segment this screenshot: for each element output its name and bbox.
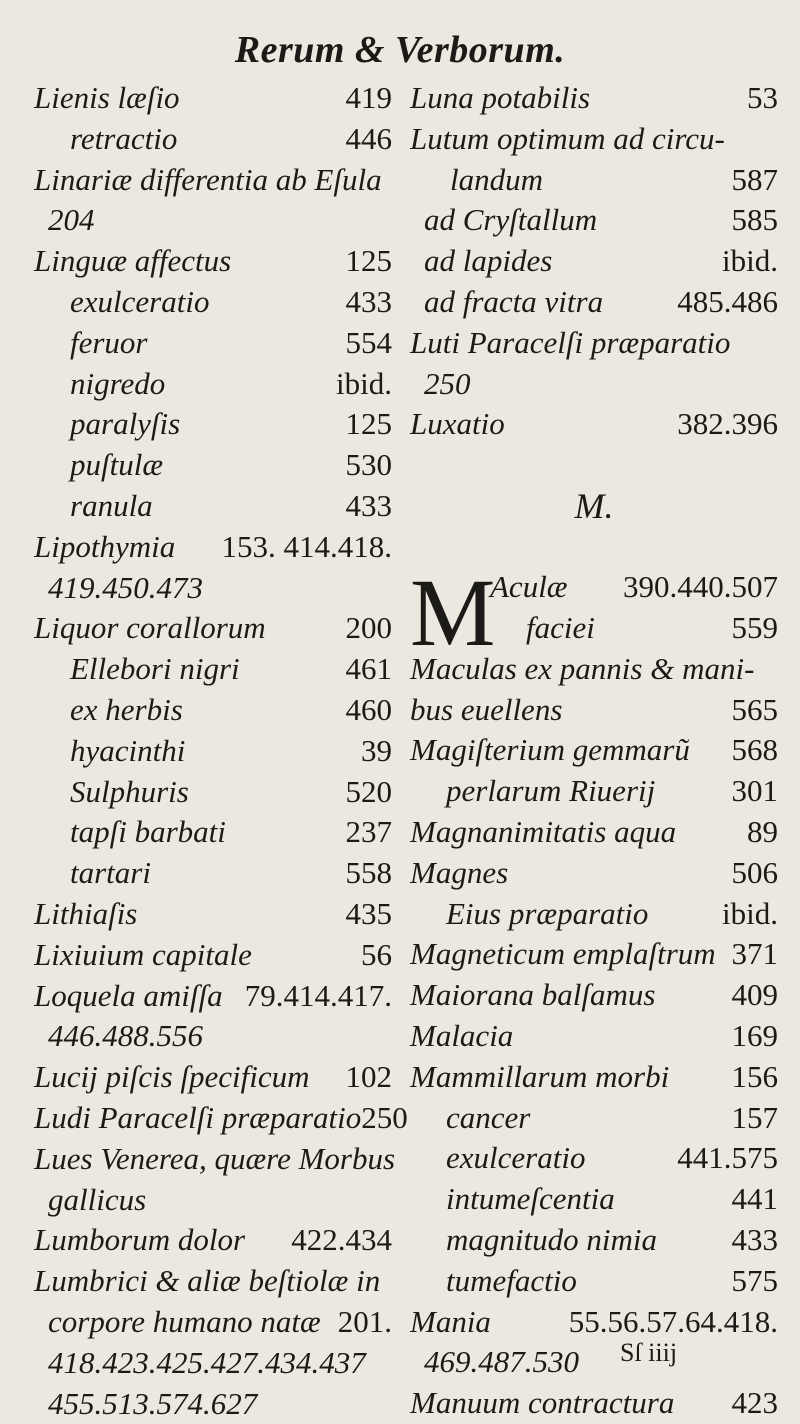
- entry-term: Lumborum dolor: [34, 1220, 245, 1261]
- entry-term: perlarum Riuerij: [446, 771, 655, 812]
- entry-pages: 441: [732, 1179, 779, 1220]
- entry-term: 204: [48, 200, 95, 241]
- entry-pages: 559: [732, 608, 779, 649]
- index-entry: [34, 568, 392, 609]
- entry-term: puſtulæ: [70, 445, 163, 486]
- index-entry: [34, 1343, 392, 1384]
- entry-pages: 558: [346, 853, 393, 894]
- entry-term: Luxatio: [410, 404, 505, 445]
- entry-pages: 79.414.417.: [245, 976, 392, 1017]
- index-entry: [410, 853, 778, 894]
- index-entry: [410, 200, 778, 241]
- entry-term: Mania: [410, 1302, 491, 1343]
- entry-term: retractio: [70, 119, 177, 160]
- entry-pages: 460: [346, 690, 393, 731]
- entry-pages: 201.: [338, 1302, 392, 1343]
- entry-term: Ellebori nigri: [70, 649, 240, 690]
- entry-term: Lutum optimum ad circu-: [410, 119, 725, 160]
- entry-term: Lixiuium capitale: [34, 935, 252, 976]
- entry-pages: 156: [732, 1057, 779, 1098]
- entry-term: cancer: [446, 1098, 530, 1139]
- entry-pages: 554: [346, 323, 393, 364]
- entry-pages: 433: [346, 282, 393, 323]
- index-entry: [34, 200, 392, 241]
- entry-term: Sulphuris: [70, 772, 189, 813]
- entry-term: Liquor corallorum: [34, 608, 266, 649]
- drop-cap: M: [410, 573, 495, 653]
- index-entry: [410, 323, 778, 364]
- entry-term: feruor: [70, 323, 148, 364]
- right-column-m-entries: [410, 649, 778, 1424]
- section-heading-m: M.: [410, 445, 778, 567]
- index-entry: [410, 567, 778, 608]
- entry-term: ad lapides: [424, 241, 552, 282]
- index-entry: [34, 853, 392, 894]
- index-entry: [410, 1261, 778, 1302]
- entry-pages: 55.56.57.64.418.: [569, 1302, 778, 1343]
- index-entry: [34, 1180, 392, 1221]
- index-entry: [410, 1057, 778, 1098]
- index-entry: [410, 119, 778, 160]
- entry-term: 418.423.425.427.434.437: [48, 1343, 366, 1384]
- entry-pages: 125: [346, 404, 393, 445]
- entry-pages: 200: [346, 608, 393, 649]
- left-column: [34, 78, 392, 1424]
- index-entry: [410, 1383, 778, 1424]
- entry-term: Magneticum emplaſtrum: [410, 934, 716, 975]
- entry-term: gallicus: [48, 1180, 146, 1221]
- index-entry: [34, 1057, 392, 1098]
- entry-term: Luna potabilis: [410, 78, 590, 119]
- entry-term: bus euellens: [410, 690, 562, 731]
- index-entry: [410, 1179, 778, 1220]
- index-entry: [34, 894, 392, 935]
- entry-term: 446.488.556: [48, 1016, 203, 1057]
- index-entry: [410, 404, 778, 445]
- entry-pages: 433: [346, 486, 393, 527]
- entry-term: Lucij piſcis ſpecificum: [34, 1057, 310, 1098]
- entry-pages: 169: [732, 1016, 779, 1057]
- entry-term: Lumbrici & aliæ beſtiolæ in: [34, 1261, 380, 1302]
- entry-term: magnitudo nimia: [446, 1220, 657, 1261]
- entry-pages: ibid.: [722, 894, 778, 935]
- index-entry: [34, 731, 392, 772]
- index-entry: [34, 649, 392, 690]
- index-entry: [410, 78, 778, 119]
- entry-term: ex herbis: [70, 690, 183, 731]
- index-entry: [34, 1098, 392, 1139]
- index-entry: [34, 1384, 392, 1424]
- entry-pages: ibid.: [336, 364, 392, 405]
- index-entry: [34, 1220, 392, 1261]
- signature-mark: Sſ iiij: [620, 1338, 677, 1368]
- entry-term: faciei: [526, 608, 595, 649]
- index-entry: [34, 323, 392, 364]
- entry-term: ranula: [70, 486, 153, 527]
- entry-pages: 485.486: [677, 282, 778, 323]
- entry-term: exulceratio: [70, 282, 209, 323]
- entry-term: paralyſis: [70, 404, 180, 445]
- entry-term: Lienis læſio: [34, 78, 180, 119]
- entry-term: 455.513.574.627: [48, 1384, 257, 1424]
- index-entry: [410, 812, 778, 853]
- index-entry: [410, 975, 778, 1016]
- index-entry: [410, 241, 778, 282]
- entry-pages: 435: [346, 894, 393, 935]
- entry-term: Aculæ: [490, 567, 568, 608]
- index-entry: [410, 934, 778, 975]
- entry-pages: 506: [732, 853, 779, 894]
- index-entry: [410, 771, 778, 812]
- entry-pages: 56: [361, 935, 392, 976]
- entry-pages: 371: [732, 934, 779, 975]
- entry-pages: 301: [732, 771, 779, 812]
- index-entry: [410, 364, 778, 405]
- entry-term: 419.450.473: [48, 568, 203, 609]
- index-entry: [34, 78, 392, 119]
- page-header: Rerum & Verborum.: [0, 28, 800, 72]
- entry-pages: 530: [346, 445, 393, 486]
- entry-term: exulceratio: [446, 1138, 585, 1179]
- entry-pages: 153. 414.418.: [222, 527, 393, 568]
- index-entry: [34, 282, 392, 323]
- index-entry: [34, 119, 392, 160]
- index-entry: [34, 1261, 392, 1302]
- index-entry: [410, 282, 778, 323]
- index-entry: [34, 935, 392, 976]
- entry-term: hyacinthi: [70, 731, 185, 772]
- entry-term: Maculas ex pannis & mani-: [410, 649, 754, 690]
- entry-term: 469.487.530: [424, 1342, 579, 1383]
- entry-pages: 446: [346, 119, 393, 160]
- index-entry: [34, 608, 392, 649]
- entry-pages: 409: [732, 975, 779, 1016]
- entry-term: corpore humano natæ: [48, 1302, 321, 1343]
- entry-term: Ludi Paracelſi præparatio: [34, 1098, 361, 1139]
- entry-pages: 585: [732, 200, 779, 241]
- index-entry: [34, 527, 392, 568]
- index-entry: [34, 160, 392, 201]
- entry-term: Linguæ affectus: [34, 241, 231, 282]
- entry-pages: 39: [361, 731, 392, 772]
- entry-pages: ibid.: [722, 241, 778, 282]
- entry-pages: 250: [361, 1098, 408, 1139]
- entry-pages: 53: [747, 78, 778, 119]
- entry-term: Loquela amiſſa: [34, 976, 223, 1017]
- index-entry: [410, 1098, 778, 1139]
- entry-term: Manuum contractura: [410, 1383, 674, 1424]
- entry-term: landum: [450, 160, 543, 201]
- index-entry: [34, 241, 392, 282]
- index-entry: [410, 1220, 778, 1261]
- entry-term: 250: [424, 364, 471, 405]
- entry-term: Magnes: [410, 853, 508, 894]
- entry-pages: 568: [732, 730, 779, 771]
- index-entry: [410, 160, 778, 201]
- entry-pages: 89: [747, 812, 778, 853]
- entry-pages: 102: [346, 1057, 393, 1098]
- entry-pages: 423: [732, 1383, 779, 1424]
- index-entry: [34, 1302, 392, 1343]
- index-entry: [410, 1302, 778, 1343]
- index-entry: [34, 1139, 392, 1180]
- entry-pages: 441.575: [677, 1138, 778, 1179]
- entry-pages: 237: [346, 812, 393, 853]
- entry-term: Magiſterium gemmarũ: [410, 730, 690, 771]
- index-entry: [410, 730, 778, 771]
- right-column: [410, 78, 778, 1424]
- index-entry: [410, 608, 778, 649]
- entry-pages: 390.440.507: [623, 567, 778, 608]
- index-entry: [34, 486, 392, 527]
- index-entry: [34, 976, 392, 1017]
- right-column-l-entries: [410, 78, 778, 445]
- index-entry: [34, 812, 392, 853]
- entry-term: Lipothymia: [34, 527, 175, 568]
- index-entry: [410, 1138, 778, 1179]
- entry-pages: 419: [346, 78, 393, 119]
- entry-term: tapſi barbati: [70, 812, 226, 853]
- entry-term: intumeſcentia: [446, 1179, 615, 1220]
- entry-term: nigredo: [70, 364, 165, 405]
- entry-pages: 433: [732, 1220, 779, 1261]
- entry-term: tartari: [70, 853, 151, 894]
- entry-term: Linariæ differentia ab Eſula: [34, 160, 382, 201]
- entry-pages: 422.434: [291, 1220, 392, 1261]
- index-entry: [34, 690, 392, 731]
- index-entry: [410, 1016, 778, 1057]
- entry-pages: 587: [732, 160, 779, 201]
- entry-term: Mammillarum morbi: [410, 1057, 669, 1098]
- entry-pages: 520: [346, 772, 393, 813]
- index-entry: [410, 1342, 778, 1383]
- entry-term: Luti Paracelſi præparatio: [410, 323, 730, 364]
- entry-term: tumefactio: [446, 1261, 577, 1302]
- entry-term: Eius præparatio: [446, 894, 648, 935]
- entry-term: Magnanimitatis aqua: [410, 812, 676, 853]
- entry-pages: 125: [346, 241, 393, 282]
- index-entry: [410, 894, 778, 935]
- entry-term: Malacia: [410, 1016, 513, 1057]
- entry-term: Lithiaſis: [34, 894, 137, 935]
- index-entry: [34, 404, 392, 445]
- dropcap-entry: [410, 567, 778, 649]
- index-entry: [410, 690, 778, 731]
- index-entry: [34, 364, 392, 405]
- index-entry: [34, 445, 392, 486]
- entry-pages: 382.396: [677, 404, 778, 445]
- entry-pages: 157: [732, 1098, 779, 1139]
- entry-term: Maiorana balſamus: [410, 975, 655, 1016]
- index-entry: [34, 1016, 392, 1057]
- entry-term: ad Cryſtallum: [424, 200, 597, 241]
- entry-pages: 575: [732, 1261, 779, 1302]
- entry-pages: 461: [346, 649, 393, 690]
- entry-term: Lues Venerea, quære Morbus: [34, 1139, 395, 1180]
- entry-term: ad fracta vitra: [424, 282, 603, 323]
- entry-pages: 565: [732, 690, 779, 731]
- index-entry: [34, 772, 392, 813]
